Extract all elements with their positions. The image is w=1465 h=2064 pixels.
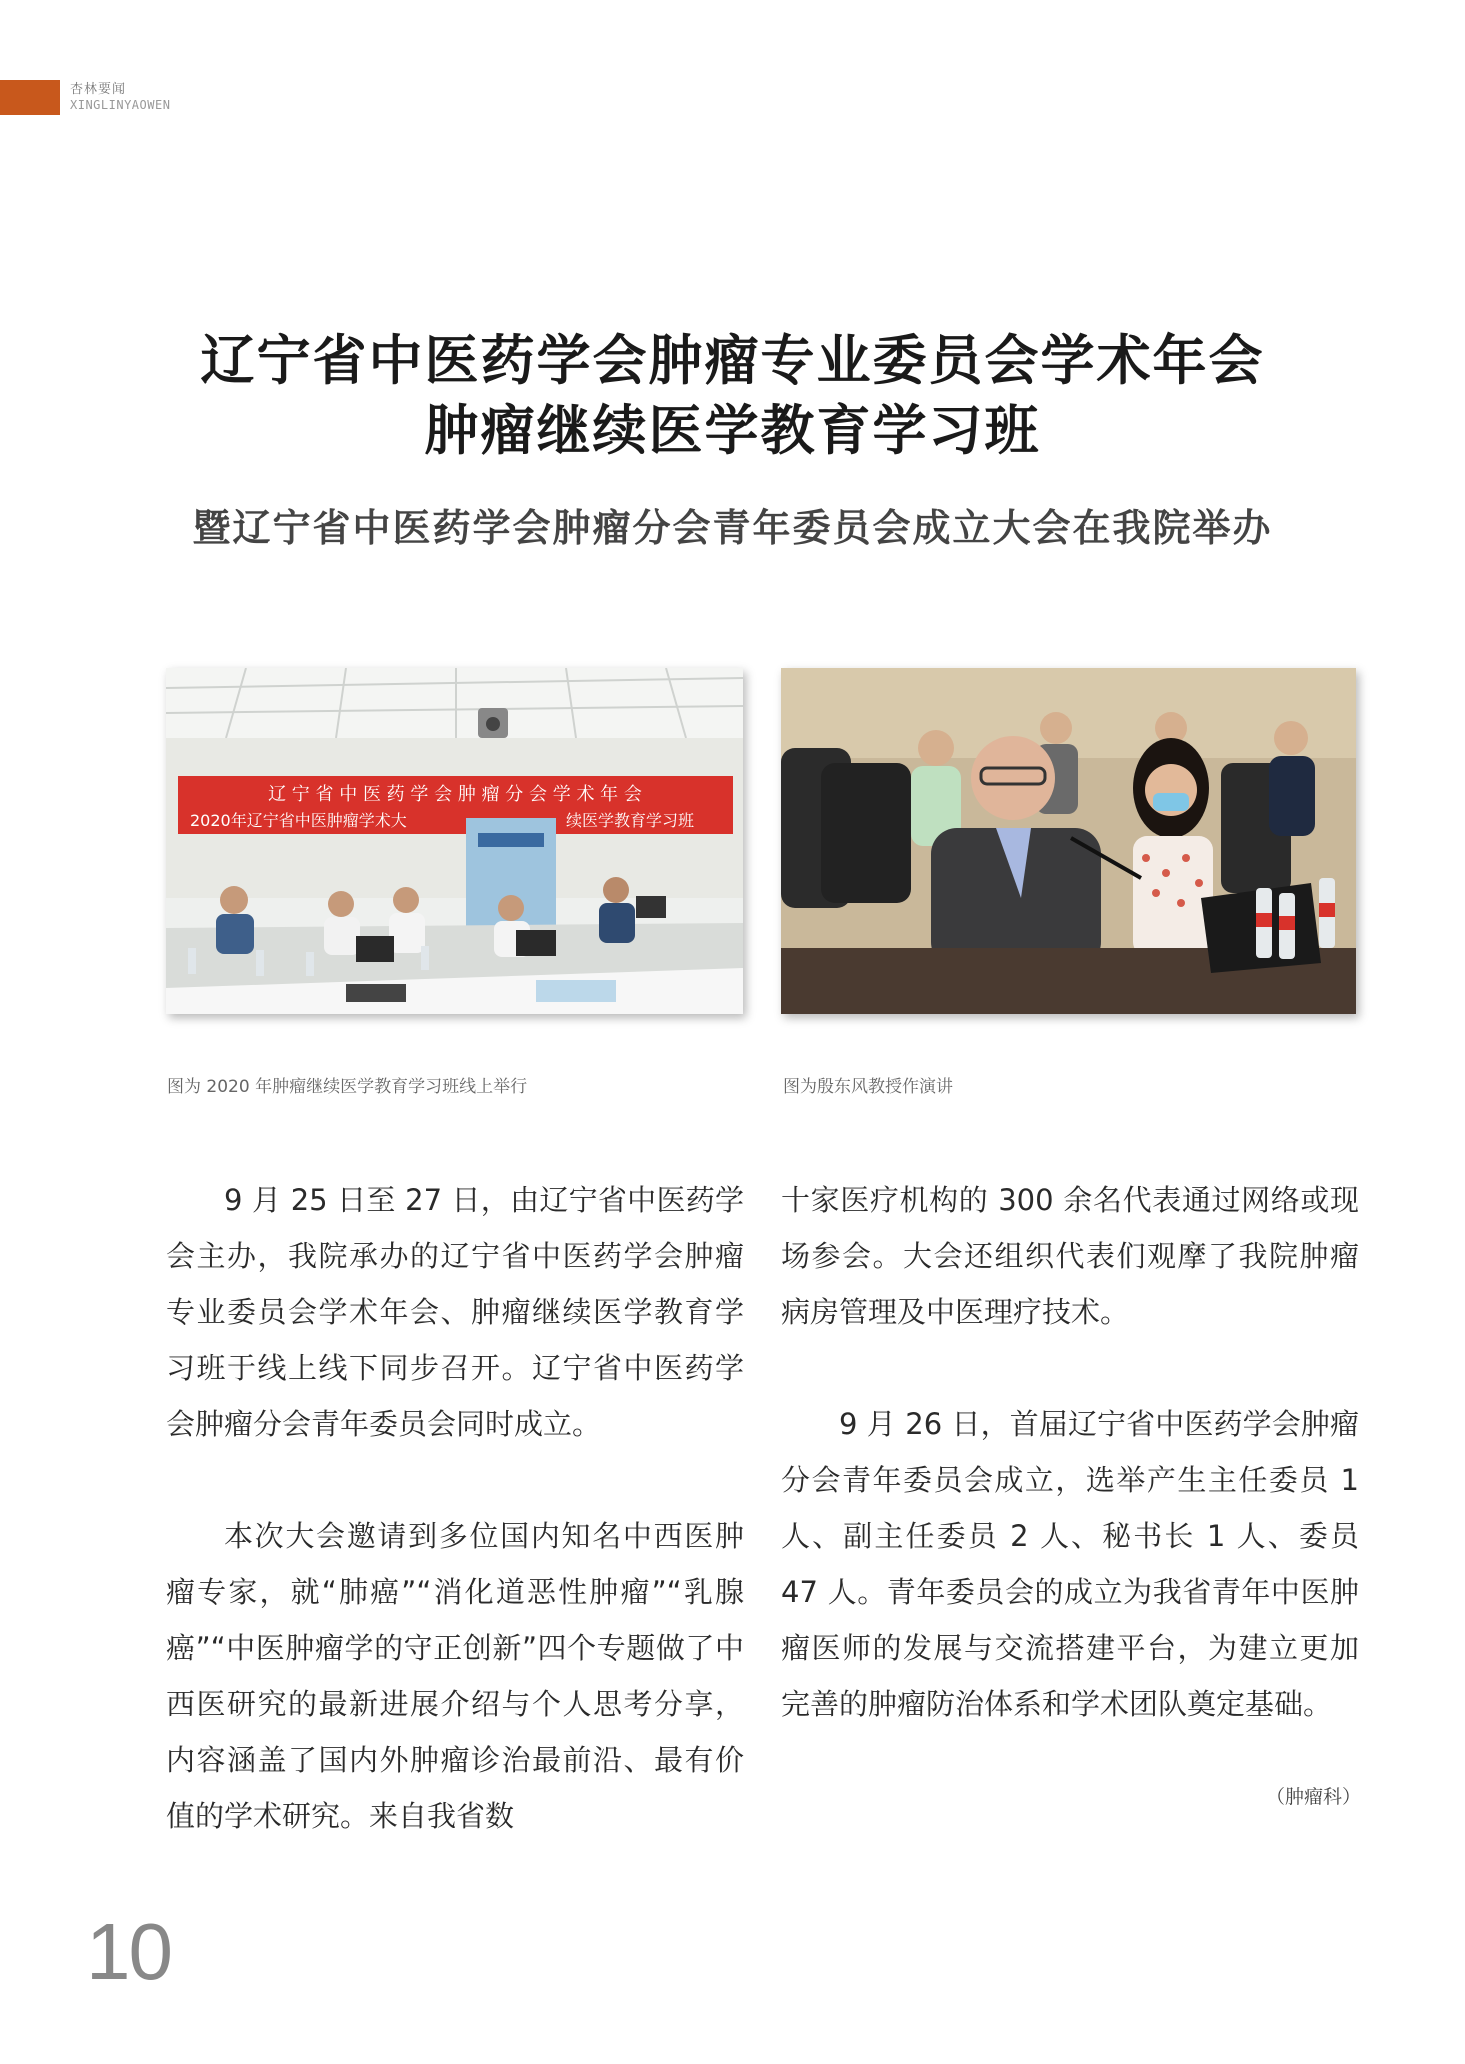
banner-text-line-2b: 续医学教育学习班 xyxy=(566,811,695,830)
section-name-pinyin: XINGLINYAOWEN xyxy=(70,98,171,112)
meeting-room-illustration xyxy=(166,668,743,1014)
photo-online-class xyxy=(166,668,743,1014)
article-subtitle: 暨辽宁省中医药学会肿瘤分会青年委员会成立大会在我院举办 xyxy=(192,505,1273,550)
article-paragraph-1: 9 月 25 日至 27 日，由辽宁省中医药学会主办，我院承办的辽宁省中医药学会肿瘤专业委员会学术年会、肿瘤继续医学教育学习班于线上线下同步召开。辽宁省中医药学会肿瘤分会青年委员会同时成立。 xyxy=(166,1183,744,1441)
section-name: 杏林要闻 xyxy=(70,82,127,97)
speaker-illustration xyxy=(781,668,1356,1014)
photo-caption-left: 图为 2020 年肿瘤继续医学教育学习班线上举行 xyxy=(167,1077,528,1097)
article-paragraph-3: 9 月 26 日，首届辽宁省中医药学会肿瘤分会青年委员会成立，选举产生主任委员 1 人、副主任委员 2 人、秘书长 1 人、委员 47 人。青年委员会的成立为我省青年中医肿瘤医师的发展与交流搭建平台，为建立更加完善的肿瘤防治体系和学术团队奠定基础。 xyxy=(781,1407,1359,1721)
article-title-line-1: 辽宁省中医药学会肿瘤专业委员会学术年会 xyxy=(200,328,1265,392)
photo-professor-speech xyxy=(781,668,1356,1014)
banner-text-line-1: 辽 宁 省 中 医 药 学 会 肿 瘤 分 会 学 术 年 会 xyxy=(268,784,642,805)
article-credit: （肿瘤科） xyxy=(1266,1786,1362,1808)
banner-text-line-2: 2020年辽宁省中医肿瘤学术大 xyxy=(190,811,407,830)
article-column-left xyxy=(166,1172,744,1844)
photo-caption-right: 图为殷东风教授作演讲 xyxy=(783,1077,953,1097)
article-paragraph-2: 本次大会邀请到多位国内知名中西医肿瘤专家，就“肺癌”“消化道恶性肿瘤”“乳腺癌”“中医肿瘤学的守正创新”四个专题做了中西医研究的最新进展介绍与个人思考分享，内容涵盖了国内外肿瘤诊治最前沿、最有价值的学术研究。来自我省数 xyxy=(166,1519,744,1833)
section-color-bar xyxy=(0,80,60,115)
article-paragraph-2-continued: 十家医疗机构的 300 余名代表通过网络或现场参会。大会还组织代表们观摩了我院肿瘤病房管理及中医理疗技术。 xyxy=(781,1183,1359,1329)
article-title-line-2: 肿瘤继续医学教育学习班 xyxy=(424,398,1041,462)
article-column-right xyxy=(781,1172,1359,1732)
page-number: 10 xyxy=(86,1907,171,1996)
